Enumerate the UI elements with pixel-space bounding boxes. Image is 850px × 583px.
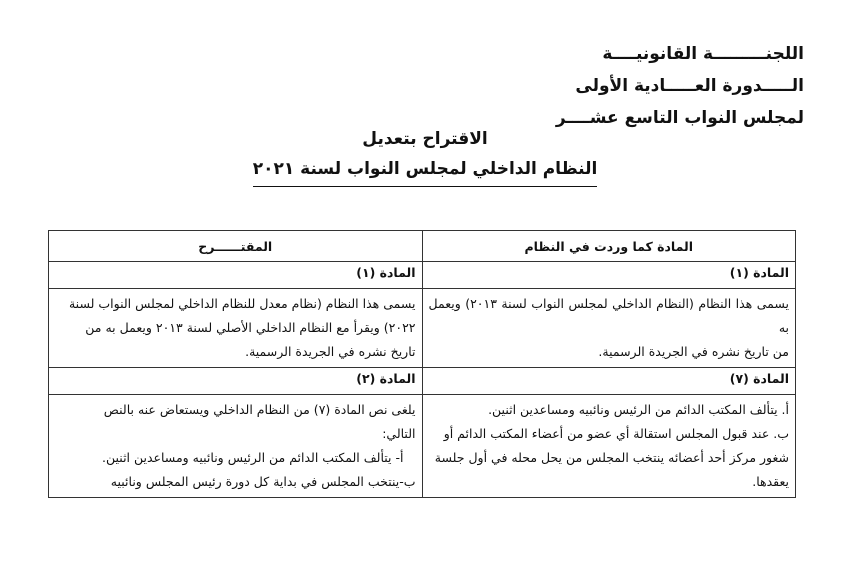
table-row bbox=[49, 368, 796, 395]
session-name: الـــــدورة العـــــادية الأولى bbox=[575, 76, 804, 96]
proposed-article-text bbox=[49, 395, 423, 498]
table-row bbox=[49, 395, 796, 498]
document-title bbox=[0, 124, 850, 187]
current-article-text bbox=[422, 395, 796, 498]
current-article-text bbox=[422, 289, 796, 368]
comparison-table bbox=[48, 230, 796, 498]
text-line: ب-ينتخب المجلس في بداية كل دورة رئيس المجلس ونائبيه bbox=[110, 474, 416, 489]
text-line: تاريخ نشره في الجريدة الرسمية. bbox=[245, 344, 416, 359]
text-line: التالي: bbox=[382, 426, 416, 441]
text-line: أ- يتألف المكتب الدائم من الرئيس ونائبيه ومساعدين اثنين. bbox=[102, 450, 404, 465]
committee-name: اللجنـــــــــة القانونيــــة bbox=[602, 44, 804, 64]
proposed-article-label: المادة (١) bbox=[49, 262, 423, 289]
text-line: يعقدها. bbox=[752, 474, 789, 489]
current-article-label: المادة (٧) bbox=[422, 368, 796, 395]
committee-header bbox=[556, 38, 804, 134]
council-name: لمجلس النواب التاسع عشــــر bbox=[555, 108, 804, 128]
current-article-label: المادة (١) bbox=[422, 262, 796, 289]
text-line: يسمى هذا النظام (النظام الداخلي لمجلس النواب لسنة ٢٠١٣) ويعمل به bbox=[428, 296, 789, 335]
text-line: أ. يتألف المكتب الدائم من الرئيس ونائبيه ومساعدين اثنين. bbox=[488, 402, 789, 417]
proposed-article-text bbox=[49, 289, 423, 368]
text-line: ٢٠٢٢) ويقرأ مع النظام الداخلي الأصلي لسنة ٢٠١٣ ويعمل به من bbox=[85, 320, 416, 335]
proposed-article-label: المادة (٢) bbox=[49, 368, 423, 395]
table-header-row bbox=[49, 231, 796, 262]
text-line: يسمى هذا النظام (نظام معدل للنظام الداخلي لمجلس النواب لسنة bbox=[68, 296, 416, 311]
text-line: شغور مركز أحد أعضائه ينتخب المجلس من يحل محله في أول جلسة bbox=[434, 450, 789, 465]
header-current: المادة كما وردت في النظام bbox=[422, 231, 796, 262]
text-line: ب. عند قبول المجلس استقالة أي عضو من أعضاء المكتب الدائم أو bbox=[443, 426, 789, 441]
title-line-1: الاقتراح بتعديل bbox=[362, 129, 488, 149]
text-line: يلغى نص المادة (٧) من النظام الداخلي ويستعاض عنه بالنص bbox=[103, 402, 416, 417]
table-row bbox=[49, 262, 796, 289]
header-proposed: المقتــــــرح bbox=[49, 231, 423, 262]
text-line: من تاريخ نشره في الجريدة الرسمية. bbox=[598, 344, 789, 359]
title-line-2: النظام الداخلي لمجلس النواب لسنة ٢٠٢١ bbox=[253, 154, 598, 187]
table-row bbox=[49, 289, 796, 368]
